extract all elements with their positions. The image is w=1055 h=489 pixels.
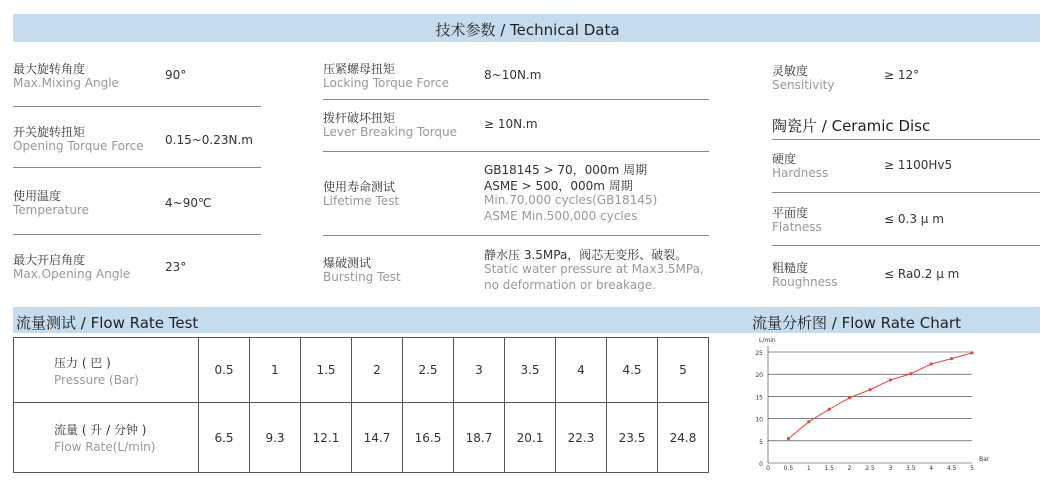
lifetime-test-cn: 使用寿命测试 (323, 180, 396, 194)
lifetime-value-en-2: ASME Min.500,000 cycles (484, 209, 638, 223)
max-mixing-angle-cn: 最大旋转角度 (13, 62, 86, 76)
x-axis-label: Bar (979, 456, 990, 463)
flow-cell: 12.1 (301, 403, 352, 473)
flow-data-point (848, 396, 851, 399)
bursting-test-en: Bursting Test (323, 270, 401, 284)
pressure-label-cn: 压力 ( 巴 ) (54, 355, 111, 370)
max-opening-angle-en: Max.Opening Angle (13, 267, 131, 281)
y-tick-label: 15 (755, 394, 763, 402)
pressure-label-cell (14, 338, 199, 403)
flow-label-cell (14, 403, 199, 473)
flow-cell: 22.3 (556, 403, 607, 473)
lifetime-value-2: ASME > 500，000m 周期 (484, 179, 633, 193)
flow-rate-chart (748, 336, 1048, 476)
max-mixing-angle-en: Max.Mixing Angle (13, 76, 119, 90)
lever-breaking-cn: 拨杆破坏扭矩 (323, 111, 396, 125)
divider (772, 245, 1040, 246)
flow-test-title: 流量测试 / Flow Rate Test (16, 314, 199, 332)
sensitivity-value: ≥ 12° (884, 68, 920, 82)
pressure-row (14, 338, 709, 403)
y-tick-label: 0 (759, 461, 763, 468)
roughness-value: ≤ Ra0.2 μ m (884, 267, 960, 281)
flow-data-point (807, 420, 810, 423)
roughness-en: Roughness (772, 275, 838, 289)
lever-breaking-en: Lever Breaking Torque (323, 125, 458, 139)
sensitivity-en: Sensitivity (772, 78, 835, 92)
divider (772, 139, 1040, 140)
flatness-en: Flatness (772, 220, 822, 234)
flow-cell: 23.5 (607, 403, 658, 473)
temperature-value: 4~90℃ (165, 196, 212, 210)
x-tick-label: 3.5 (906, 465, 916, 472)
bursting-value-1: 静水压 3.5MPa，阀芯无变形、破裂。 (484, 248, 688, 262)
lifetime-value-en-1: Min.70,000 cycles(GB18145) (484, 193, 658, 207)
flow-data-point (950, 357, 953, 360)
temperature-cn: 使用温度 (13, 189, 62, 203)
bursting-value-en-1: Static water pressure at Max3.5MPa, (484, 262, 704, 276)
ceramic-disc-title: 陶瓷片 / Ceramic Disc (772, 117, 931, 135)
pressure-cell: 3 (454, 338, 505, 403)
temperature-en: Temperature (13, 203, 90, 217)
x-tick-label: 2 (847, 465, 852, 472)
flow-cell: 20.1 (505, 403, 556, 473)
hardness-en: Hardness (772, 166, 829, 180)
flow-data-point (787, 437, 790, 440)
pressure-cell: 1 (250, 338, 301, 403)
flow-cell: 9.3 (250, 403, 301, 473)
locking-torque-en: Locking Torque Force (323, 76, 449, 90)
flow-data-point (828, 408, 831, 411)
flow-series-line (788, 353, 972, 439)
pressure-cell: 1.5 (301, 338, 352, 403)
bursting-test-cn: 爆破测试 (323, 256, 372, 270)
pressure-label-en: Pressure (Bar) (54, 372, 139, 387)
x-tick-label: 3 (888, 465, 893, 472)
hardness-value: ≥ 1100Hv5 (884, 158, 953, 172)
divider (323, 151, 709, 152)
pressure-cell: 2.5 (403, 338, 454, 403)
flow-data-point (970, 351, 973, 354)
max-opening-angle-value: 23° (165, 260, 187, 274)
pressure-cell: 0.5 (199, 338, 250, 403)
divider (13, 167, 261, 168)
pressure-cell: 2 (352, 338, 403, 403)
x-tick-label: 0.5 (783, 465, 794, 472)
x-tick-label: 5 (970, 465, 974, 472)
x-tick-label: 1 (806, 465, 811, 472)
flow-cell: 24.8 (658, 403, 709, 473)
x-tick-label: 0 (766, 465, 770, 472)
y-tick-label: 20 (755, 372, 763, 380)
x-tick-label: 2.5 (865, 465, 875, 472)
flow-cell: 18.7 (454, 403, 505, 473)
max-opening-angle-cn: 最大开启角度 (13, 253, 86, 267)
pressure-cell: 4 (556, 338, 607, 403)
lever-breaking-value: ≥ 10N.m (484, 117, 538, 131)
opening-torque-cn: 开关旋转扭矩 (13, 125, 86, 139)
y-tick-label: 10 (755, 416, 763, 424)
divider (13, 106, 261, 107)
sensitivity-cn: 灵敏度 (772, 64, 809, 78)
divider (13, 234, 261, 235)
y-tick-label: 25 (755, 350, 763, 357)
pressure-cell: 5 (658, 338, 709, 403)
flow-data-point (909, 372, 912, 375)
hardness-cn: 硬度 (772, 152, 797, 166)
max-mixing-angle-value: 90° (165, 68, 187, 82)
flow-data-point (930, 362, 933, 365)
divider (772, 192, 1040, 193)
roughness-cn: 粗糙度 (772, 261, 809, 275)
opening-torque-en: Opening Torque Force (13, 139, 144, 153)
flow-cell: 6.5 (199, 403, 250, 473)
lifetime-value-1: GB18145 > 70，000m 周期 (484, 163, 648, 177)
locking-torque-cn: 压紧螺母扭矩 (323, 62, 396, 76)
x-tick-label: 1.5 (824, 465, 834, 472)
pressure-cell: 3.5 (505, 338, 556, 403)
bursting-value-en-2: no deformation or breakage. (484, 278, 656, 292)
flow-data-point (889, 378, 892, 381)
y-tick-label: 5 (759, 438, 763, 446)
lifetime-test-en: Lifetime Test (323, 194, 400, 208)
flow-rate-table (13, 337, 709, 473)
flatness-value: ≤ 0.3 μ m (884, 212, 944, 226)
x-tick-label: 4 (929, 465, 934, 472)
flow-chart-title: 流量分析图 / Flow Rate Chart (752, 314, 961, 332)
technical-title: 技术参数 / Technical Data (435, 21, 620, 39)
locking-torque-value: 8~10N.m (484, 68, 542, 82)
flow-data-point (868, 388, 871, 391)
flow-row (14, 403, 709, 473)
x-tick-label: 4.5 (946, 465, 957, 472)
flow-cell: 14.7 (352, 403, 403, 473)
opening-torque-value: 0.15~0.23N.m (165, 133, 253, 147)
flow-label-cn: 流量 ( 升 / 分钟 ) (54, 423, 147, 437)
flow-label-en: Flow Rate(L/min) (54, 440, 156, 454)
pressure-cell: 4.5 (607, 338, 658, 403)
flatness-cn: 平面度 (772, 206, 809, 220)
divider (323, 99, 709, 100)
y-axis-label: L/min (759, 337, 776, 344)
flow-cell: 16.5 (403, 403, 454, 473)
divider (323, 235, 709, 236)
